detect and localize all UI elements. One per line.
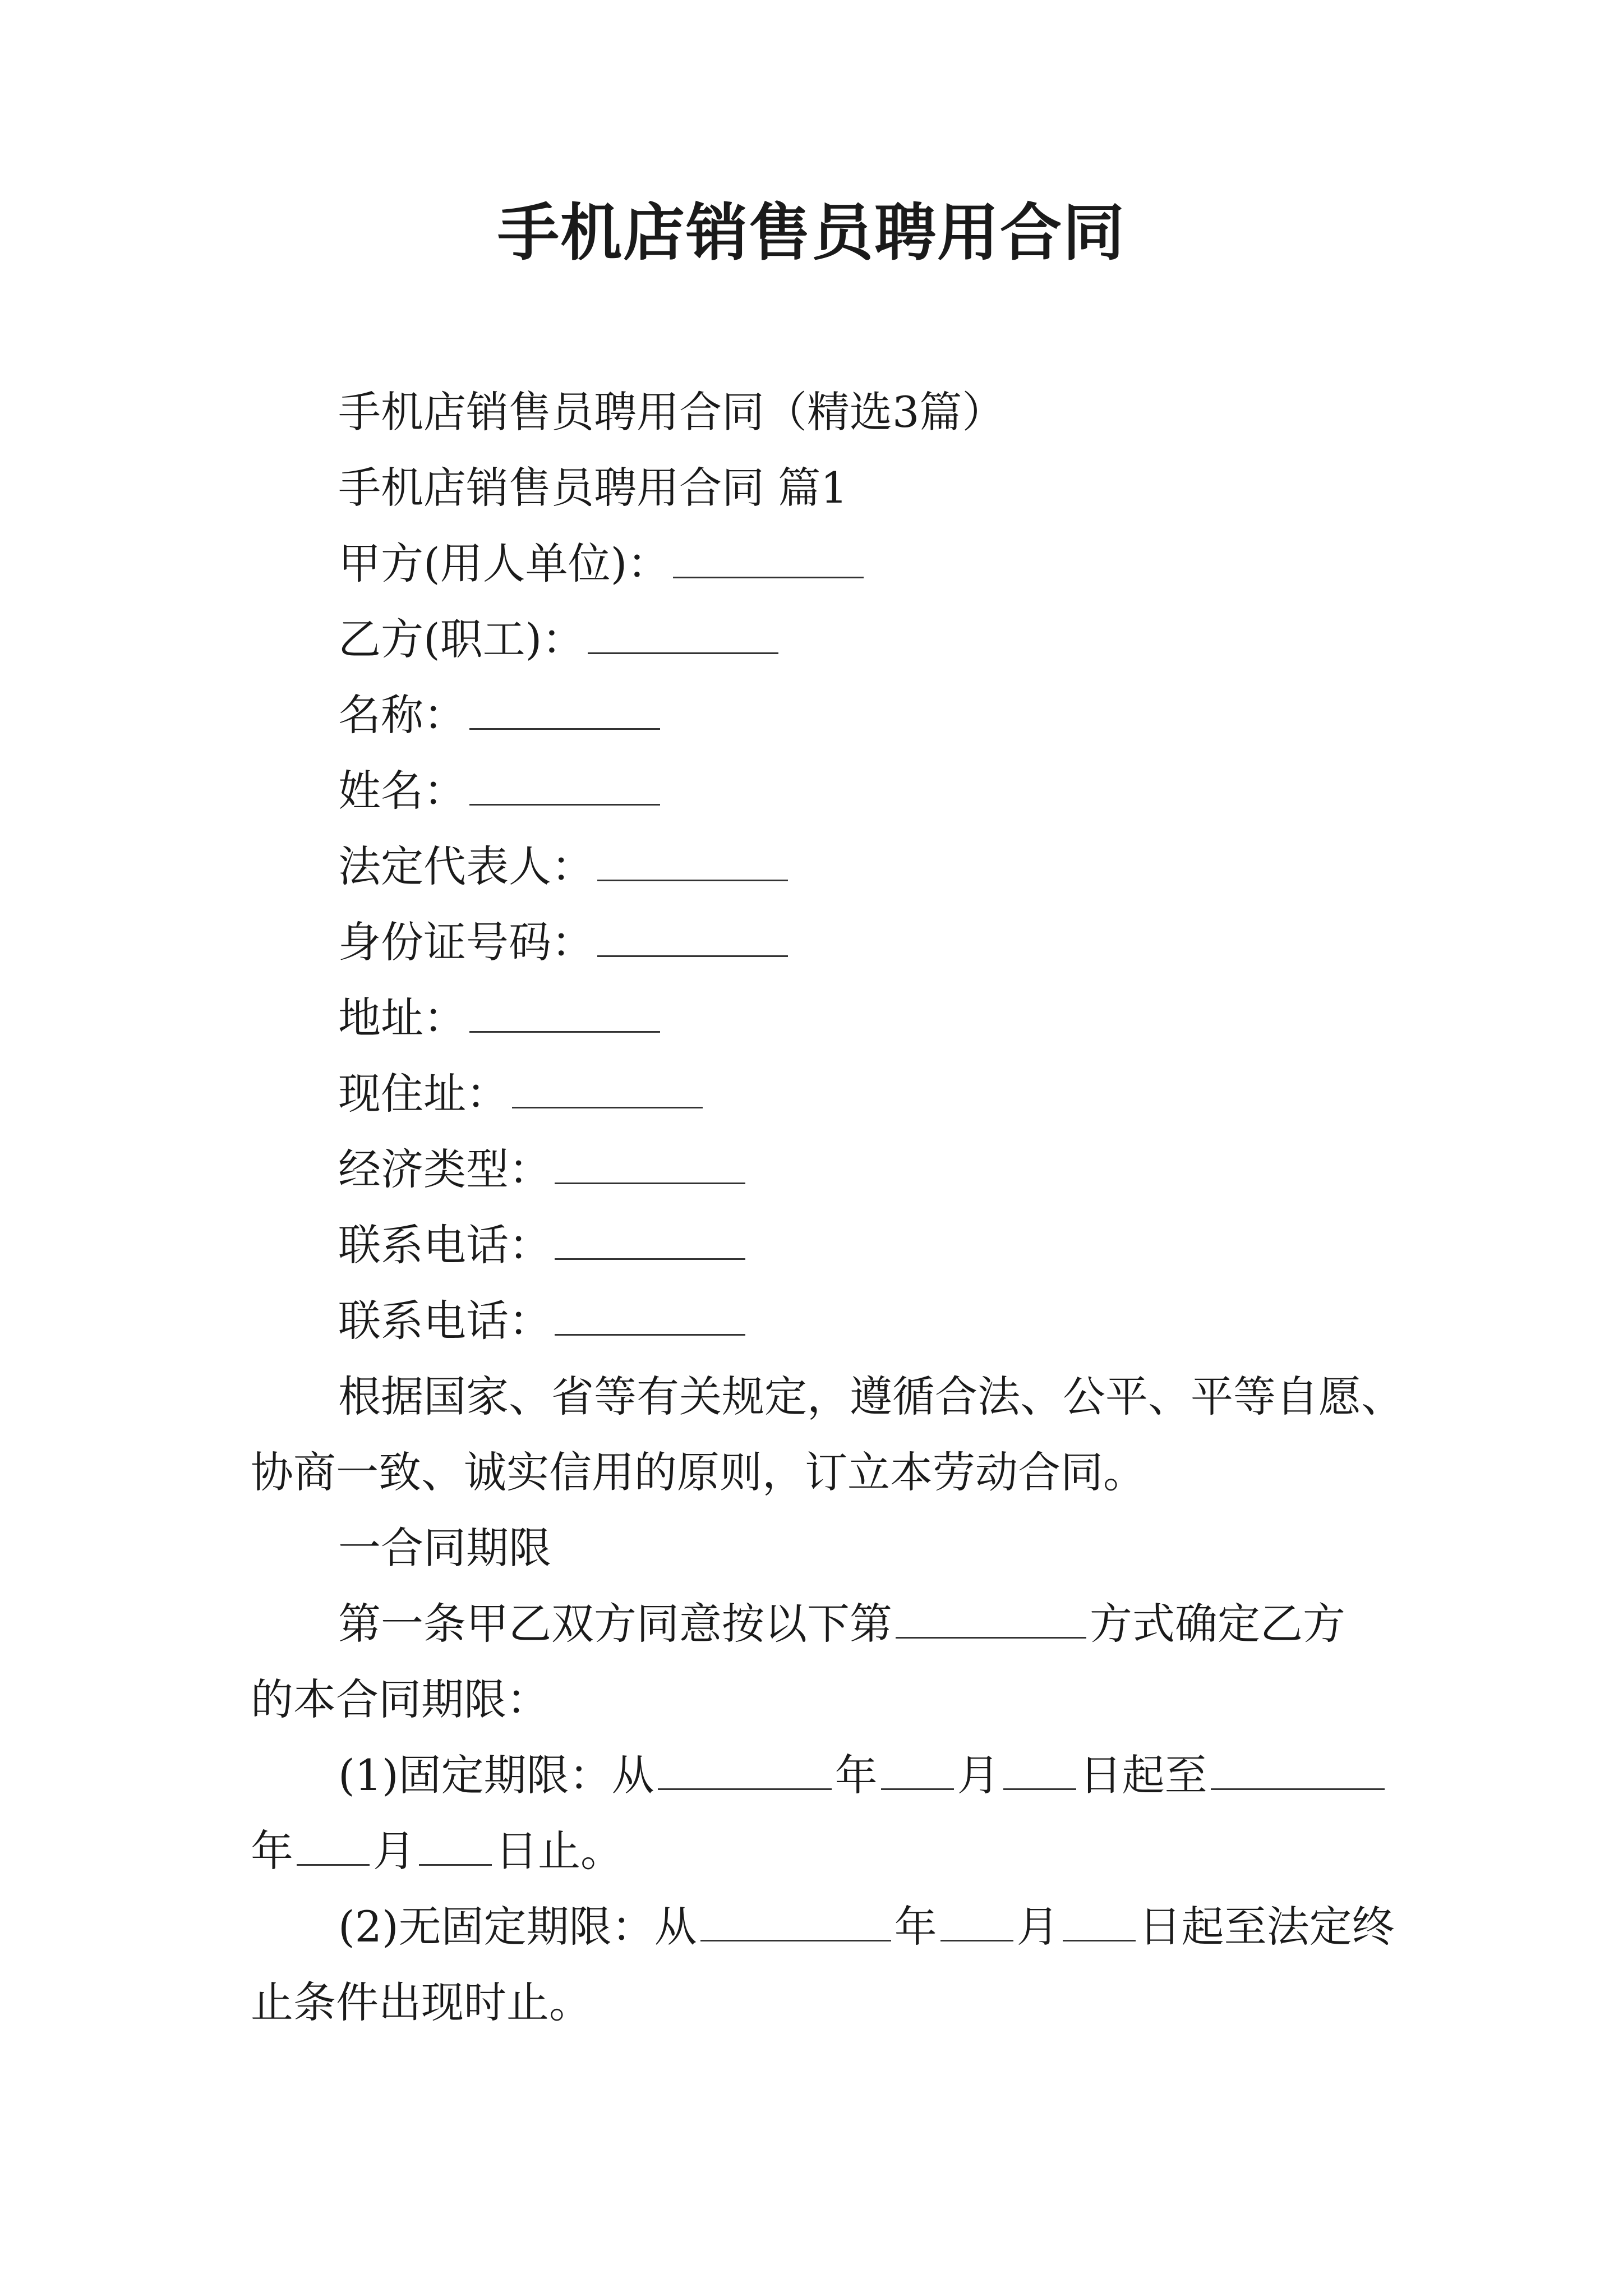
part-heading: 一合同期限 — [338, 1523, 551, 1573]
blank-line — [588, 613, 778, 654]
article-text: 方式确定乙方 — [1090, 1599, 1345, 1649]
blank-line — [1211, 1749, 1385, 1790]
blank-line — [881, 1749, 954, 1790]
blank-line — [512, 1068, 703, 1108]
blank-line — [700, 1901, 891, 1941]
field-label: 经济类型： — [338, 1144, 551, 1194]
fixed-term-line-1 — [338, 1745, 1388, 1806]
field-label: 地址： — [338, 993, 466, 1043]
document-title: 手机店销售员聘用合同 — [497, 196, 1126, 269]
blank-line — [940, 1901, 1013, 1941]
clause-text: 日起至 — [1079, 1750, 1207, 1800]
field-phone-2 — [338, 1290, 749, 1352]
open-term-line-1 — [338, 1896, 1395, 1958]
field-phone-1 — [338, 1214, 749, 1276]
blank-line — [597, 840, 788, 881]
blank-line — [469, 689, 660, 730]
article-1-line-2: 的本合同期限： — [251, 1674, 549, 1724]
field-id-number — [338, 912, 791, 973]
field-label: 姓名： — [338, 766, 466, 816]
blank-line — [555, 1295, 745, 1336]
clause-text: (1)固定期限：从 — [338, 1750, 654, 1800]
field-name-company — [338, 684, 663, 746]
field-label: 身份证号码： — [338, 917, 594, 967]
blank-line — [1063, 1901, 1136, 1941]
field-party-a — [338, 533, 867, 595]
blank-line — [673, 537, 864, 578]
blank-line — [896, 1598, 1086, 1639]
clause-text: 年 — [251, 1826, 293, 1876]
field-label: 甲方(用人单位)： — [338, 539, 670, 588]
blank-line — [469, 765, 660, 806]
field-label: 现住址： — [338, 1069, 509, 1119]
open-term-line-2: 止条件出现时止。 — [251, 1977, 592, 2027]
field-name-person — [338, 760, 663, 822]
field-address — [338, 987, 663, 1049]
clause-text: 日止。 — [495, 1826, 623, 1876]
clause-text: 月 — [957, 1750, 1000, 1800]
fixed-term-line-2 — [251, 1820, 623, 1882]
section-heading: 手机店销售员聘用合同 篇1 — [338, 463, 848, 513]
blank-line — [597, 916, 788, 957]
field-legal-rep — [338, 836, 791, 898]
article-1-line-1 — [338, 1593, 1345, 1655]
clause-text: 年 — [894, 1902, 937, 1952]
field-economic-type — [338, 1139, 749, 1200]
blank-line — [555, 1143, 745, 1184]
field-label: 联系电话： — [338, 1296, 551, 1346]
clause-text: 日起至法定终 — [1138, 1902, 1395, 1952]
preamble-line-1: 根据国家、省等有关规定，遵循合法、公平、平等自愿、 — [338, 1372, 1404, 1421]
clause-text: 年 — [834, 1750, 878, 1800]
field-label: 名称： — [338, 690, 466, 740]
blank-line — [469, 992, 660, 1033]
blank-line — [297, 1825, 370, 1866]
field-current-address — [338, 1063, 706, 1125]
blank-line — [658, 1749, 832, 1790]
subtitle: 手机店销售员聘用合同（精选3篇） — [338, 387, 1005, 437]
field-label: 联系电话： — [338, 1220, 551, 1270]
preamble-line-2: 协商一致、诚实信用的原则，订立本劳动合同。 — [251, 1447, 1146, 1497]
field-label: 乙方(职工)： — [338, 614, 585, 664]
blank-line — [555, 1219, 745, 1260]
clause-text: 月 — [373, 1826, 416, 1876]
blank-line — [1003, 1749, 1076, 1790]
field-party-b — [338, 609, 782, 670]
article-text: 第一条甲乙双方同意按以下第 — [338, 1599, 892, 1649]
clause-text: 月 — [1016, 1902, 1059, 1952]
blank-line — [419, 1825, 492, 1866]
field-label: 法定代表人： — [338, 841, 594, 891]
clause-text: (2)无固定期限：从 — [338, 1902, 697, 1952]
